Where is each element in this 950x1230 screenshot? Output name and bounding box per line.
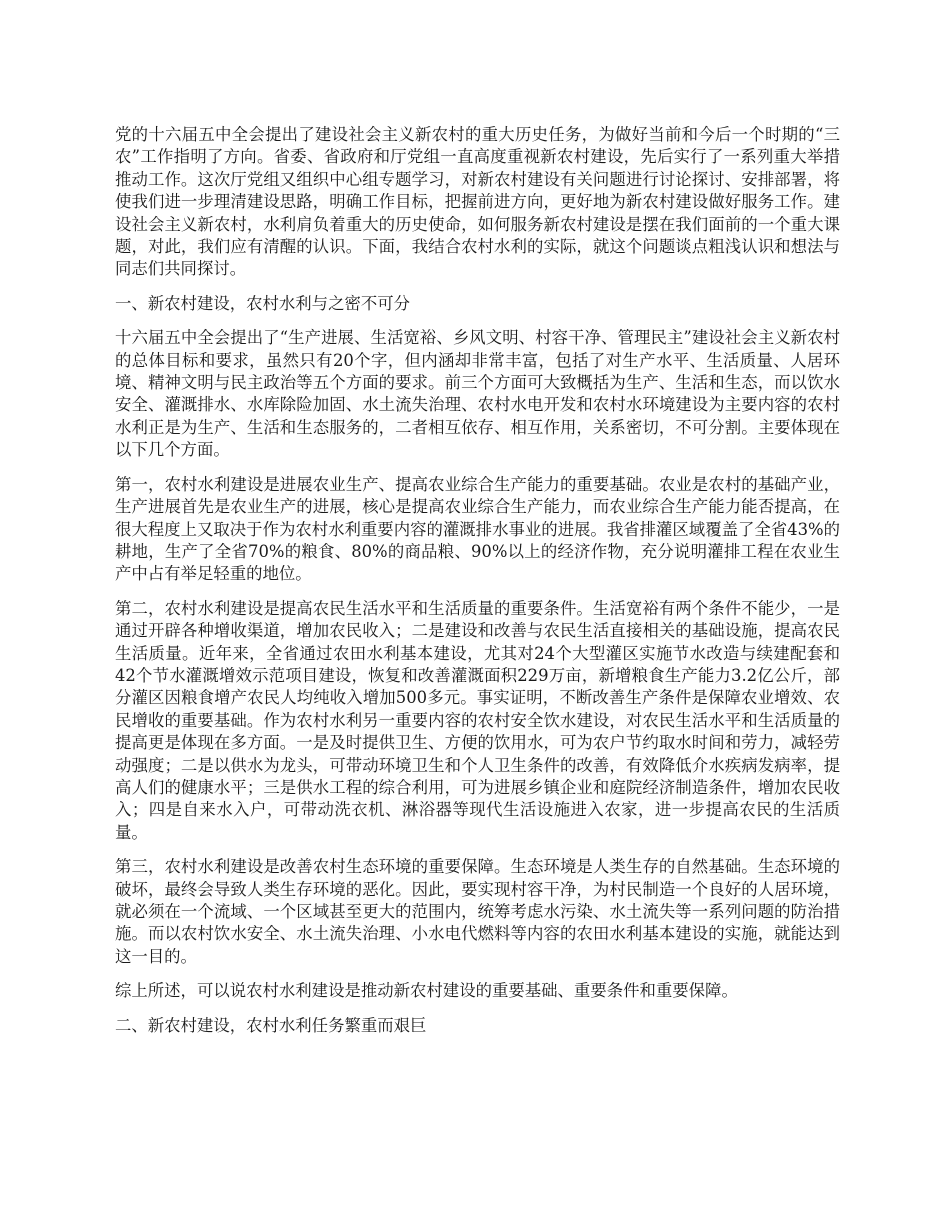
section-heading-2: 二、新农村建设，农村水利任务繁重而艰巨 bbox=[115, 1015, 427, 1035]
body-paragraph: 第三，农村水利建设是改善农村生态环境的重要保障。生态环境是人类生存的自然基础。生态环境的破坏，最终会导致人类生存环境的恶化。因此，要实现村容干净，为村民制造一个良好的人居环境，就必须在一个流域、一个区域甚至更大的范围内，统筹考虑水污染、水土流失等一系列问题的防治措施。而以农村饮水安全、水土流失治理、小水电代燃料等内容的农田水利基本建设的实施，就能达到这一目的。 bbox=[115, 857, 840, 966]
summary-paragraph: 综上所述，可以说农村水利建设是推动新农村建设的重要基础、重要条件和重要保障。 bbox=[115, 981, 738, 1001]
document-body bbox=[115, 124, 840, 1049]
section-heading-1: 一、新农村建设，农村水利与之密不可分 bbox=[115, 293, 411, 313]
body-paragraph: 第二，农村水利建设是提高农民生活水平和生活质量的重要条件。生活宽裕有两个条件不能少，一是通过开辟各种增收渠道，增加农民收入；二是建设和改善与农民生活直接相关的基础设施，提高农民生活质量。近年来，全省通过农田水利基本建设，尤其对24个大型灌区实施节水改造与续建配套和42个节水灌溉增效示范项目建设，恢复和改善灌溉面积229万亩，新增粮食生产能力3.2亿公斤，部分灌区因粮食增产农民人均纯收入增加500多元。事实证明，不断改善生产条件是保障农业增效、农民增收的重要基础。作为农村水利另一重要内容的农村安全饮水建设，对农民生活水平和生活质量的提高更是体现在多方面。一是及时提供卫生、方便的饮用水，可为农户节约取水时间和劳力，减轻劳动强度；二是以供水为龙头，可带动环境卫生和个人卫生条件的改善，有效降低介水疾病发病率，提高人们的健康水平；三是供水工程的综合利用，可为进展乡镇企业和庭院经济制造条件，增加农民收入；四是自来水入户，可带动洗衣机、淋浴器等现代生活设施进入农家，进一步提高农民的生活质量。 bbox=[115, 598, 840, 842]
body-paragraph: 十六届五中全会提出了“生产进展、生活宽裕、乡风文明、村容干净、管理民主”建设社会主义新农村的总体目标和要求，虽然只有20个字，但内涵却非常丰富，包括了对生产水平、生活质量、人居环境、精神文明与民主政治等五个方面的要求。前三个方面可大致概括为生产、生活和生态，而以饮水安全、灌溉排水、水库除险加固、水土流失治理、农村水电开发和农村水环境建设为主要内容的农村水利正是为生产、生活和生态服务的，二者相互依存、相互作用，关系密切，不可分割。主要体现在以下几个方面。 bbox=[115, 328, 840, 460]
body-paragraph: 第一，农村水利建设是进展农业生产、提高农业综合生产能力的重要基础。农业是农村的基础产业，生产进展首先是农业生产的进展，核心是提高农业综合生产能力，而农业综合生产能力能否提高，在很大程度上又取决于作为农村水利重要内容的灌溉排水事业的进展。我省排灌区域覆盖了全省43%的耕地，生产了全省70%的粮食、80%的商品粮、90%以上的经济作物，充分说明灌排工程在农业生产中占有举足轻重的地位。 bbox=[115, 474, 840, 584]
intro-paragraph: 党的十六届五中全会提出了建设社会主义新农村的重大历史任务，为做好当前和今后一个时期的“三农”工作指明了方向。省委、省政府和厅党组一直高度重视新农村建设，先后实行了一系列重大举措推动工作。这次厅党组又组织中心组专题学习，对新农村建设有关问题进行讨论探讨、安排部署，将使我们进一步理清建设思路，明确工作目标，把握前进方向，更好地为新农村建设做好服务工作。建设社会主义新农村，水利肩负着重大的历史使命，如何服务新农村建设是摆在我们面前的一个重大课题，对此，我们应有清醒的认识。下面，我结合农村水利的实际，就这个问题谈点粗浅认识和想法与同志们共同探讨。 bbox=[115, 125, 840, 279]
